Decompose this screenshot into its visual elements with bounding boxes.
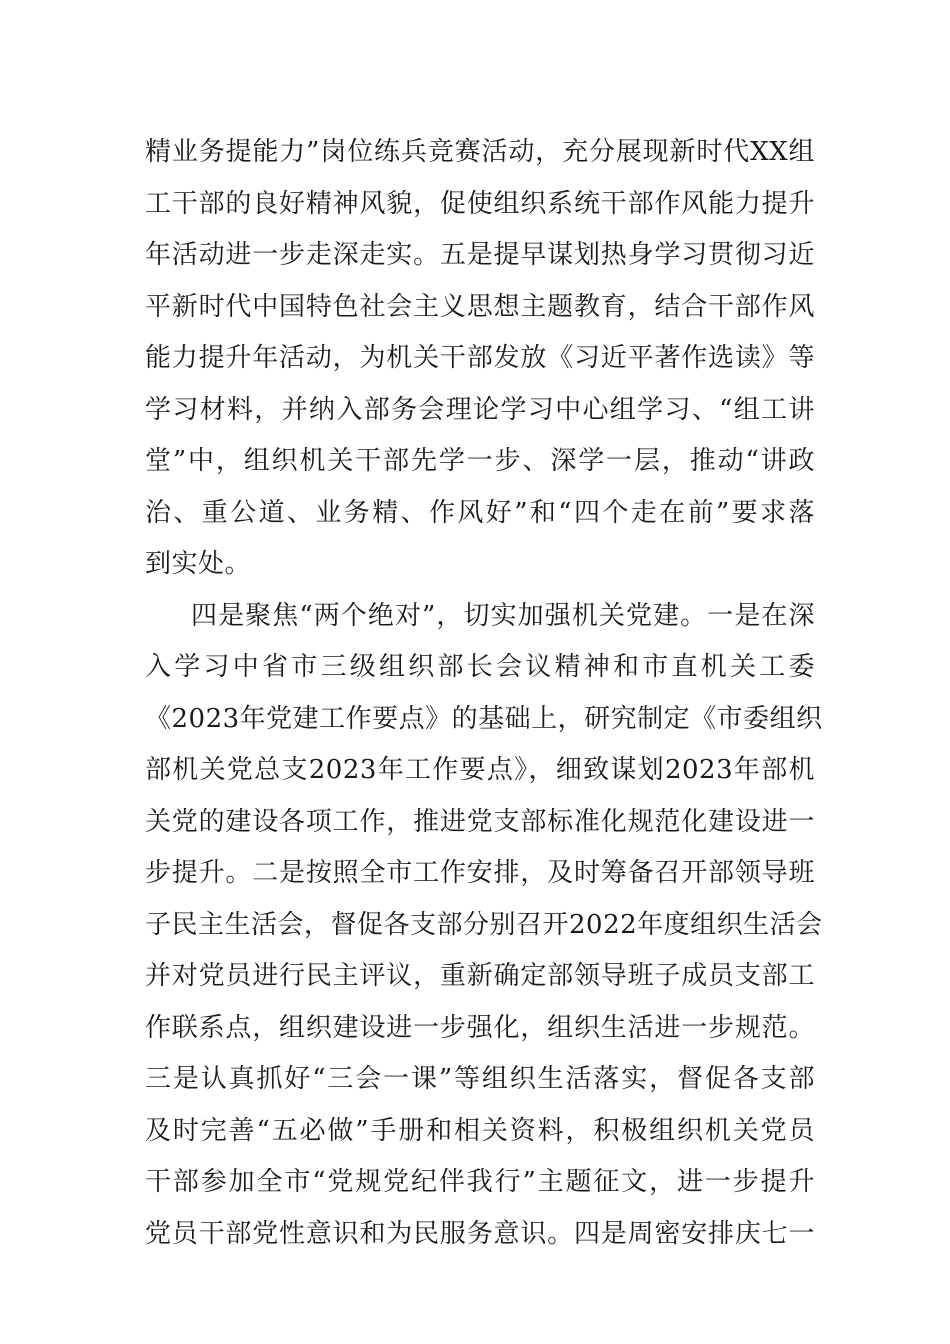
text-line: 子民主生活会，督促各支部分别召开2022年度组织生活会 <box>145 909 823 940</box>
text-line: 党员干部党性意识和为民服务意识。四是周密安排庆七一 <box>145 1218 815 1249</box>
text-line: 作联系点，组织建设进一步强化，组织生活进一步规范。 <box>145 1012 815 1043</box>
paragraph-heading-line: 四是聚焦“两个绝对”，切实加强机关党建。一是在深 <box>191 600 815 631</box>
text-line: 能力提升年活动，为机关干部发放《习近平著作选读》等 <box>145 343 815 373</box>
text-line: 三是认真抓好“三会一课”等组织生活落实，督促各支部 <box>145 1064 815 1094</box>
text-line: 并对党员进行民主评议，重新确定部领导班子成员支部工 <box>145 961 815 991</box>
text-line: 学习材料，并纳入部务会理论学习中心组学习、“组工讲 <box>145 394 815 425</box>
text-line: 干部参加全市“党规党纪伴我行”主题征文，进一步提升 <box>145 1167 815 1197</box>
text-line: 关党的建设各项工作，推进党支部标准化规范化建设进一 <box>145 806 815 837</box>
text-line: 工干部的良好精神风貌，促使组织系统干部作风能力提升 <box>145 188 815 219</box>
text-line: 治、重公道、业务精、作风好”和“四个走在前”要求落 <box>145 497 815 528</box>
text-line: 步提升。二是按照全市工作安排，及时筹备召开部领导班 <box>145 858 815 888</box>
text-line: 及时完善“五必做”手册和相关资料，积极组织机关党员 <box>145 1115 815 1146</box>
text-line: 年活动进一步走深走实。五是提早谋划热身学习贯彻习近 <box>145 240 815 270</box>
body-text <box>145 127 823 1260</box>
text-line: 堂”中，组织机关干部先学一步、深学一层，推动“讲政 <box>145 446 815 476</box>
text-line: 部机关党总支2023年工作要点》，细致谋划2023年部机 <box>145 755 815 785</box>
text-line: 精业务提能力”岗位练兵竞赛活动，充分展现新时代XX组 <box>145 137 815 167</box>
text-line: 入学习中省市三级组织部长会议精神和市直机关工委 <box>145 652 815 682</box>
text-line: 到实处。 <box>145 549 252 579</box>
text-line: 《2023年党建工作要点》的基础上，研究制定《市委组织 <box>145 703 823 734</box>
text-line: 平新时代中国特色社会主义思想主题教育，结合干部作风 <box>145 291 815 322</box>
